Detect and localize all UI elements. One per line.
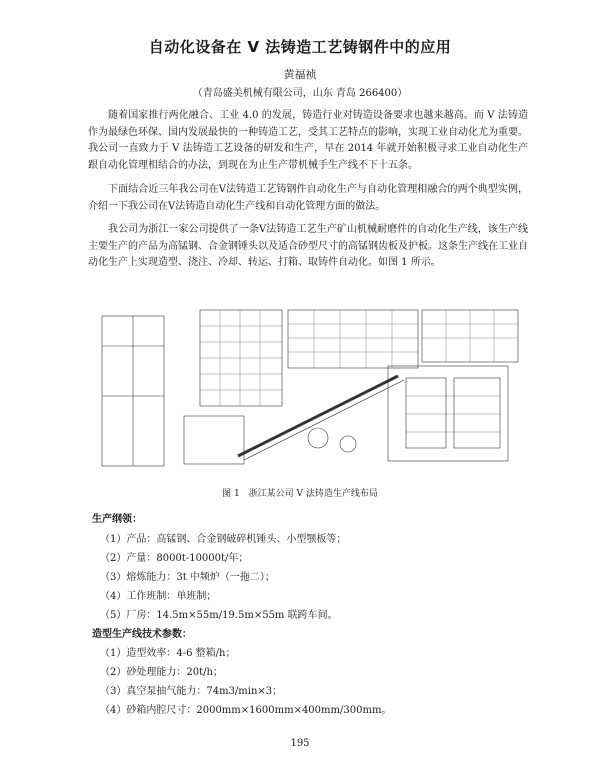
layout-drawing	[88, 306, 528, 474]
drawing-element	[340, 436, 356, 452]
page-title: 自动化设备在 V 法铸造工艺铸钢件中的应用	[148, 38, 452, 56]
list-item: （4）工作班制：单班制；	[100, 591, 217, 602]
figure-caption: 图 1 浙江某公司 V 法铸造生产线布局	[222, 489, 378, 499]
drawing-element	[288, 310, 418, 368]
section-heading-production: 生产纲领：	[92, 514, 142, 525]
body-paragraph: 我公司为浙江一家公司提供了一条V法铸造工艺生产矿山机械耐磨件的自动化生产线，该生产线主要生产的产品为高锰钢、合金钢锤头以及适合砂型尺寸的高锰钢齿板及护板。这条生产线在工业自动化生产上实现造型、浇注、冷却、转运、打箱、取铸件自动化。如图 1 所示。	[88, 224, 528, 268]
drawing-element	[238, 376, 398, 456]
list-item: （5）厂房：14.5m×55m/19.5m×55m 联跨车间。	[100, 610, 338, 621]
drawing-element	[244, 380, 404, 460]
drawing-element	[406, 378, 446, 448]
list-item: （3）熔炼能力：3t 中频炉（一拖二）；	[100, 572, 275, 583]
layout-drawing-figure	[88, 306, 528, 474]
drawing-element	[184, 416, 244, 464]
drawing-element	[454, 378, 500, 448]
list-item: （2）砂处理能力：20t/h；	[100, 667, 223, 678]
page-number: 195	[290, 738, 310, 749]
body-paragraph: 随着国家推行两化融合、工业 4.0 的发展，铸造行业对铸造设备要求也越来越高。而 V 法铸造作为最绿色环保、国内发展最快的一种铸造工艺，受其工艺特点的影响，实现工业自动化尤为重要。我公司一直致力于 V 法铸造工艺设备的研发和生产，早在 2014 年就开始积极寻求工业自动化生产跟自动化管理相结合的办法，到现在为止生产带机械手生产线不下十五条。	[88, 110, 528, 171]
list-item: （1）产品：高锰钢、合金钢破碎机锤头、小型颚板等；	[100, 534, 347, 545]
list-item: （1）造型效率：4-6 整箱/h；	[100, 648, 236, 659]
drawing-element	[308, 428, 328, 448]
body-paragraph: 下面结合近三年我公司在V法铸造工艺铸钢件自动化生产与自动化管理相融合的两个典型实例，介绍一下我公司在V法铸造自动化生产线和自动化管理方面的做法。	[88, 184, 528, 212]
affiliation: （青岛盛美机械有限公司，山东 青岛 266400）	[192, 88, 408, 99]
list-item: （4）砂箱内腔尺寸：2000mm×1600mm×400mm/300mm。	[100, 705, 392, 716]
section-heading-line-params: 造型生产线技术参数：	[92, 629, 192, 640]
author: 黄福祯	[283, 68, 317, 81]
list-item: （2）产量：8000t-10000t/年；	[100, 553, 249, 564]
list-item: （3）真空泵抽气能力：74m3/min×3；	[100, 686, 283, 697]
